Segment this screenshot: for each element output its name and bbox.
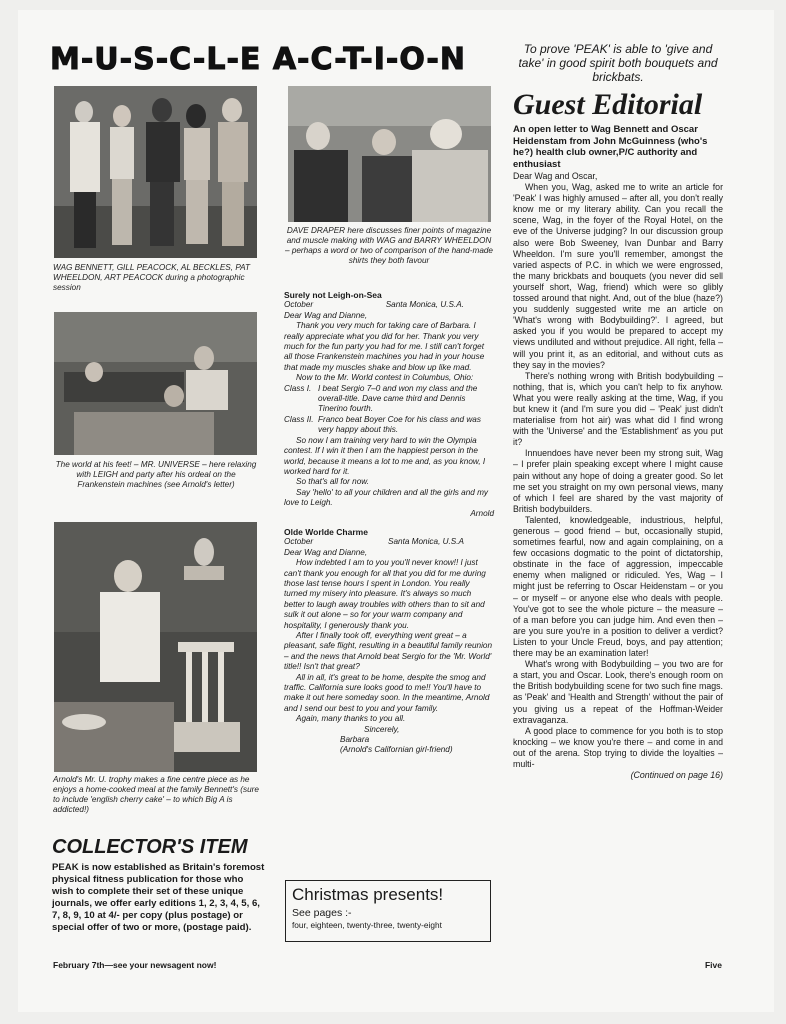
letter1-class1-label: Class I. — [284, 383, 312, 393]
caption-photo-2: DAVE DRAPER here discusses finer points of magazine and muscle making with WAG and BARRY WHEELDON – perhaps a word or two of comparison of the hand-made shirts they both favour — [285, 226, 493, 265]
letter1-heading: Surely not Leigh-on-Sea — [284, 290, 382, 300]
letter2-paragraph-2: After I finally took off, everything went great – a pleasant, safe flight, resulting in a beautiful family reunion – and the news that Arnold beat Sergio for the 'Mr. World' title!! Isn't that great? — [284, 631, 492, 672]
letter1-month: October — [284, 300, 314, 310]
letter1-class-2 — [284, 415, 494, 436]
letters-column — [284, 290, 494, 756]
photo-draper-discussion — [288, 86, 491, 222]
collectors-item-title: COLLECTOR'S ITEM — [52, 836, 248, 858]
letter2-month: October — [284, 537, 314, 547]
letter1-signature: Arnold — [470, 508, 494, 518]
editorial-paragraph-6: A good place to commence for you both is to stop knocking – we know you're there – and come in and out of the arena. Stop trying to divide the loyalties – multi- — [513, 725, 723, 769]
letter2-paragraph-1: How indebted I am to you you'll never know!! I just can't thank you enough for all that you did for me during those last tense hours I spent in London. You really turned my misery into pleasure. It's always so much better to laugh away troubles with others than to sit and sulk it out alone – so for your warm company and hospitality, I generously thank you. — [284, 558, 486, 630]
letter2-signature: Barbara — [340, 735, 370, 745]
photo-mr-universe-relaxing — [54, 312, 257, 455]
letter2-paragraph-3: All in all, it's great to be home, despite the smog and traffic. California sure looks good to me!! You'll have to make it out here someday soon. In the meantime, Arnold and I send our best to you and your family. — [284, 672, 490, 713]
christmas-title: Christmas presents! — [292, 885, 444, 904]
editorial-paragraph-2: There's nothing wrong with British bodybuilding – nothing, that is, which you can't help to fix anyhow. What you were really asking at the time, Wag, if you but knew it (and I'm sure you did – 'Peak' just didn't materialise from hot air) was what did I find wrong with the 'Universe' and the 'Establishment' as you put it? — [513, 370, 723, 448]
photo-bodybuilders-group — [54, 86, 257, 258]
caption-photo-3: The world at his feet! – MR. UNIVERSE – here relaxing with LEIGH and party after his ordeal on the Frankenstein machines (see Arnold's letter) — [55, 460, 257, 489]
editorial-intro: To prove 'PEAK' is able to 'give and take' in good spirit both bouquets and brickbats. — [518, 42, 718, 84]
collectors-item-text: PEAK is now established as Britain's foremost physical fitness publication for those who wish to complete their set of these unique journals, we offer early editions 1, 2, 3, 4, 5, 6, 7, 8, 9, 10 at 4/- per copy (plus postage) or special offer of two or more, (postage paid). — [52, 862, 265, 933]
guest-editorial-column — [513, 42, 723, 780]
christmas-page-list: four, eighteen, twenty-three, twenty-eight — [292, 920, 442, 930]
editorial-paragraph-4: Talented, knowledgeable, industrious, helpful, generous – good friend – but, occasionally stupid, sometimes fearful, now and again complaining, on a few occasions dogmatic to the point of dictatorship, obstinate in the face of aggression, impeccable enemy when maligned or ridiculed. Yes, Wag – I might just be referring to Oscar Heidenstam – or you – or myself – or anyone else who deals with people. You've got to see the whole picture – the measure – of a man before you can judge him. And even then – are you sure you're in a position to deliver a verdict? Listen to your Uncle Freud, boys, and pay attention; there may be an examination later! — [513, 514, 723, 659]
letter2-place: Santa Monica, U.S.A — [388, 537, 464, 547]
letter1-class2-label: Class II. — [284, 414, 314, 424]
letter1-salutation: Dear Wag and Dianne, — [284, 310, 368, 320]
editorial-paragraph-3: Innuendoes have never been my strong suit, Wag – I prefer plain speaking except where I might cause pain without any hope of doing a greater good. So let me set you straight on my own personal views, many of which I feel are shared by the vast majority of British bodybuilders. — [513, 448, 723, 514]
christmas-presents-box — [285, 880, 491, 942]
caption-photo-4: Arnold's Mr. U. trophy makes a fine centre piece as he enjoys a home-cooked meal at the family Bennett's (sure to include 'english cherry cake' – to which Big A is addicted!) — [53, 775, 259, 814]
letter1-class1-text: I beat Sergio 7–0 and won my class and the overall-title. Dave came third and Dennis Tinerino fourth. — [318, 383, 478, 414]
letter2-heading: Olde Worlde Charme — [284, 526, 368, 537]
letter2-salutation: Dear Wag and Dianne, — [284, 547, 368, 557]
letter2-close: Sincerely, — [364, 724, 400, 734]
letter1-class2-text: Franco beat Boyer Coe for his class and was very happy about this. — [318, 414, 481, 435]
photo-trophy-meal — [54, 522, 257, 772]
letter1-paragraph-1: Thank you very much for taking care of Barbara. I really appreciate what you did for her. Thank you very much for the fun party you had for me. I still can't forget all those Frankenstein machines you had in your house that made my muscles shake and blow up like mad. — [284, 321, 485, 372]
christmas-see-pages: See pages :- — [292, 907, 352, 919]
editorial-subhead: An open letter to Wag Bennett and Oscar Heidenstam from John McGuinness (who's he?) health club owner,P/C authority and enthusiast — [513, 124, 708, 170]
letter1-class-1 — [284, 384, 494, 415]
caption-photo-1: WAG BENNETT, GILL PEACOCK, AL BECKLES, PAT WHEELDON, ART PEACOCK during a photographic session — [53, 263, 251, 292]
editorial-continued-note: (Continued on page 16) — [630, 770, 723, 781]
page-number: Five — [704, 960, 722, 970]
masthead-title: M-U-S-C-L-E A-C-T-I-O-N — [50, 42, 466, 77]
letter1-paragraph-5: Say 'hello' to all your children and all the girls and my love to Leigh. — [284, 487, 488, 508]
letter1-paragraph-3: So now I am training very hard to win the Olympia contest. If I win it then I am the happiest person in the world, because it means a lot to me and, as you know, I worked hard for it. — [284, 435, 486, 476]
editorial-paragraph-1: When you, Wag, asked me to write an article for 'Peak' I was highly amused – after all, you don't really know me or my literary ability. Can you recall the scene, Wag, in the foyer of the Royal Hotel, on the eve of the Universe judging? In our discussion group also were Bob Sweeney, Ivan Dunbar and Barry Wheeldon. I'm sure you'll remember, amongst the varied aspects of P.C. in which we were engrossed, the many brickbats and bouquets (you never did sell yourself short, Wag, friend) which were so glibly tossed around that night. And, out of the blue (haze?) you suddenly suggested write me an article on 'What's wrong with Bodybuilding?'. I agreed, but asked you if you would be prepared to accept my views undiluted and without prejudice. All right, fella – will you print it, as an editorial, and without cuts as they say in the movies? — [513, 182, 723, 370]
letter1-paragraph-2: Now to the Mr. World contest in Columbus, Ohio: — [296, 373, 474, 383]
letter2-paragraph-4: Again, many thanks to you all. — [296, 714, 406, 724]
editorial-salutation: Dear Wag and Oscar, — [513, 171, 598, 181]
collectors-item-box — [52, 836, 266, 934]
letter1-paragraph-4: So that's all for now. — [296, 477, 370, 487]
editorial-title: Guest Editorial — [513, 88, 703, 121]
footer-newsagent-note: February 7th—see your newsagent now! — [53, 960, 217, 970]
editorial-body — [513, 171, 723, 770]
editorial-paragraph-5: What's wrong with Bodybuilding – you two are for a start, you and Oscar. Look, there's enough room on the British bodybuilding scene for two such fine mags. as 'Peak' and 'Health and Strength' without the pair of you giving us a repeat of the Hoffman-Weider extravaganza. — [513, 659, 723, 725]
letter2-signature-note: (Arnold's Californian girl-friend) — [340, 745, 453, 755]
letter2-dateline — [284, 537, 494, 547]
letter1-place: Santa Monica, U.S.A. — [385, 300, 464, 310]
letter1-dateline — [284, 300, 494, 310]
